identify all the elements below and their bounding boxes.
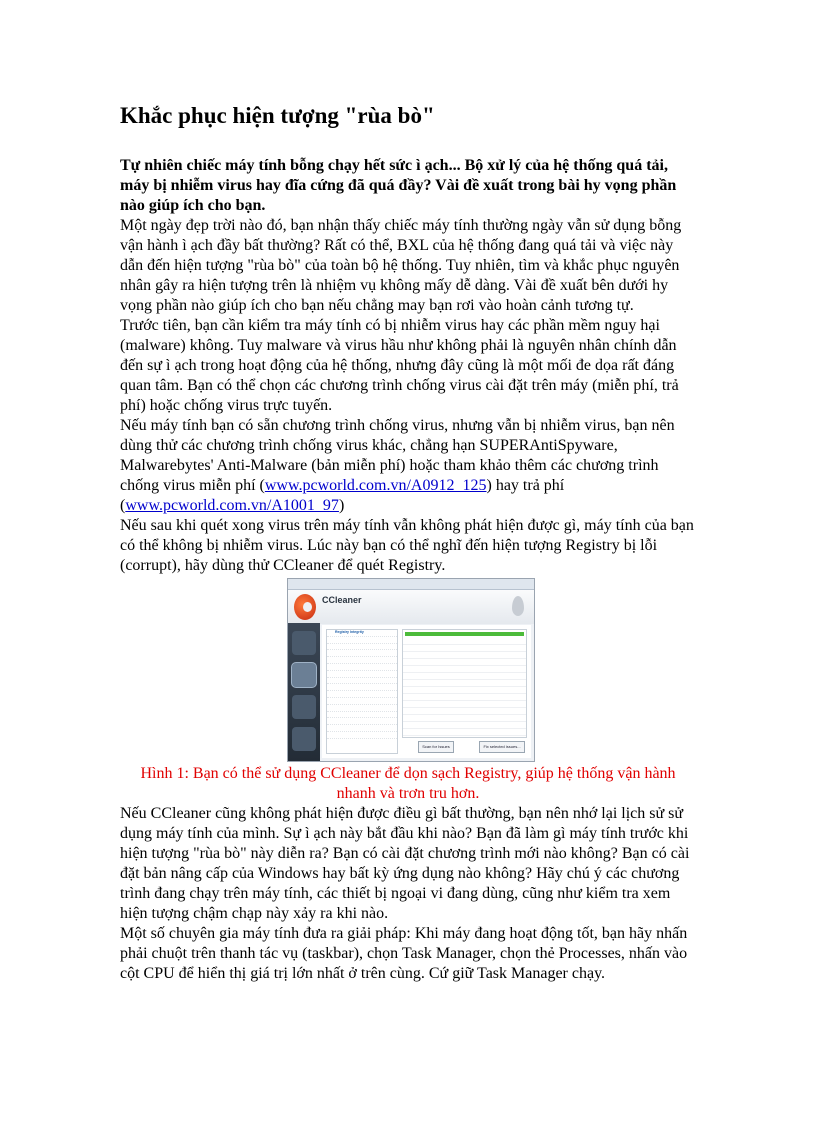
tools-wrench-icon: [292, 695, 316, 719]
list-item: [327, 732, 397, 739]
paragraph-4: Nếu sau khi quét xong virus trên máy tính vẫn không phát hiện được gì, máy tính của bạn có thể không bị nhiễm virus. Lúc này bạn có thể nghĩ đến hiện tượng Registry bị lỗi (corrupt), hãy dùng thử CCleaner để quét Registry.: [120, 517, 694, 574]
list-item: [327, 650, 397, 657]
paragraph-6: Một số chuyên gia máy tính đưa ra giải pháp: Khi máy đang hoạt động tốt, bạn hãy nhấn phải chuột trên thanh tác vụ (taskbar), chọn Task Manager, chọn thẻ Processes, nhấn vào cột CPU để hiển thị giá trị lớn nhất ở trên cùng. Cứ giữ Task Manager chạy.: [120, 925, 688, 982]
figure-caption: Hình 1: Bạn có thể sử dụng CCleaner để dọn sạch Registry, giúp hệ thống vận hành nhanh và trơn tru hơn.: [140, 765, 676, 802]
ccleaner-titlebar: [288, 579, 534, 590]
list-item: [327, 644, 397, 651]
ccleaner-header: [288, 590, 534, 624]
list-item: [327, 664, 397, 671]
table-row: [403, 729, 526, 736]
link-paid-antivirus[interactable]: www.pcworld.com.vn/A1001_97: [125, 497, 339, 514]
paragraph-3-text-c: ): [338, 497, 345, 514]
table-row: [403, 652, 526, 659]
ccleaner-screenshot: [287, 578, 535, 762]
table-row: [403, 701, 526, 708]
list-item: [327, 671, 397, 678]
paragraph-2: Trước tiên, bạn cần kiểm tra máy tính có bị nhiễm virus hay các phần mềm nguy hại (malware) không. Tuy malware và virus hầu như không phải là nguyên nhân chính dẫn đến sự ì ạch trong hoạt động của hệ thống, nhưng đây cũng là một mối đe dọa rất đáng quan tâm. Bạn có thể chọn các chương trình chống virus cài đặt trên máy (miễn phí, trả phí) hoặc chống virus trực tuyến.: [120, 317, 679, 414]
table-row: [403, 715, 526, 722]
paragraph-3-text-a: Nếu máy tính bạn có sẵn chương trình chống virus, nhưng vẫn bị nhiễm virus, bạn nên dùng thử các chương trình chống virus khác, chẳng hạn SUPERAntiSpyware, Malwarebytes' Anti-Malware (bản miễn phí) hoặc tham khảo thêm các chương trình chống virus miễn phí (: [120, 417, 675, 494]
list-item: [327, 705, 397, 712]
registry-cubes-icon: [292, 663, 316, 687]
options-gear-icon: [292, 727, 316, 751]
list-item: [327, 718, 397, 725]
article: [120, 102, 696, 984]
paragraph-1: Một ngày đẹp trời nào đó, bạn nhận thấy chiếc máy tính thường ngày vẫn sử dụng bỗng vận hành ì ạch đầy bất thường? Rất có thể, BXL của hệ thống đang quá tải và việc này dẫn đến hiện tượng "rùa bò" của toàn bộ hệ thống. Tuy nhiên, tìm và khắc phục nguyên nhân gây ra hiện tượng trên là nhiệm vụ không mấy dễ dàng. Vài đề xuất bên dưới hy vọng phần nào giúp ích cho bạn nếu chẳng may bạn rơi vào hoàn cảnh tương tự.: [120, 217, 682, 314]
ccleaner-logo-icon: [294, 594, 316, 620]
ccleaner-sidebar: [288, 623, 320, 761]
scan-progress-bar: [405, 632, 524, 636]
table-row: [403, 687, 526, 694]
paragraph-3: [120, 416, 696, 516]
list-item: [327, 712, 397, 719]
table-row: [403, 659, 526, 666]
droplet-icon: [512, 596, 524, 616]
table-row: [403, 638, 526, 645]
cleaner-brush-icon: [292, 631, 316, 655]
fix-selected-issues-button[interactable]: Fix selected issues...: [479, 741, 525, 753]
table-row: [403, 694, 526, 701]
paragraph-5: Nếu CCleaner cũng không phát hiện được điều gì bất thường, bạn nên nhớ lại lịch sử sử dụng máy tính của mình. Sự ì ạch này bắt đầu khi nào? Bạn đã làm gì máy tính trước khi hiện tượng "rùa bò" này diễn ra? Bạn có cài đặt chương trình mới nào không? Bạn có cài đặt bản nâng cấp của Windows hay bất kỳ ứng dụng nào không? Hãy chú ý các chương trình đang chạy trên máy tính, các thiết bị ngoại vi đang dùng, cũng như kiểm tra xem hiện tượng chậm chạp này xảy ra khi nào.: [120, 805, 690, 922]
lead-paragraph: Tự nhiên chiếc máy tính bỗng chạy hết sức ì ạch... Bộ xử lý của hệ thống quá tải, máy bị nhiễm virus hay đĩa cứng đã quá đầy? Vài đề xuất trong bài hy vọng phần nào giúp ích cho bạn.: [120, 157, 677, 214]
list-item: [327, 657, 397, 664]
table-row: [403, 708, 526, 715]
table-row: [403, 680, 526, 687]
list-item: [327, 698, 397, 705]
list-item: [327, 691, 397, 698]
ccleaner-app-name: CCleaner: [322, 595, 362, 605]
page-title: Khắc phục hiện tượng "rùa bò": [120, 103, 435, 128]
list-item: [327, 684, 397, 691]
table-row: [403, 722, 526, 729]
scan-for-issues-button[interactable]: Scan for Issues: [418, 741, 454, 753]
registry-checklist-heading: Registry Integrity: [327, 630, 397, 637]
ccleaner-main-panel: [322, 625, 531, 758]
registry-checklist: [326, 629, 398, 754]
list-item: [327, 725, 397, 732]
table-row: [403, 673, 526, 680]
list-item: [327, 637, 397, 644]
list-item: [327, 678, 397, 685]
table-row: [403, 666, 526, 673]
table-row: [403, 645, 526, 652]
link-free-antivirus[interactable]: www.pcworld.com.vn/A0912_125: [264, 477, 487, 494]
issues-table: [402, 629, 527, 738]
paragraph-3-text-b: ) hay trả phí (: [120, 477, 565, 514]
